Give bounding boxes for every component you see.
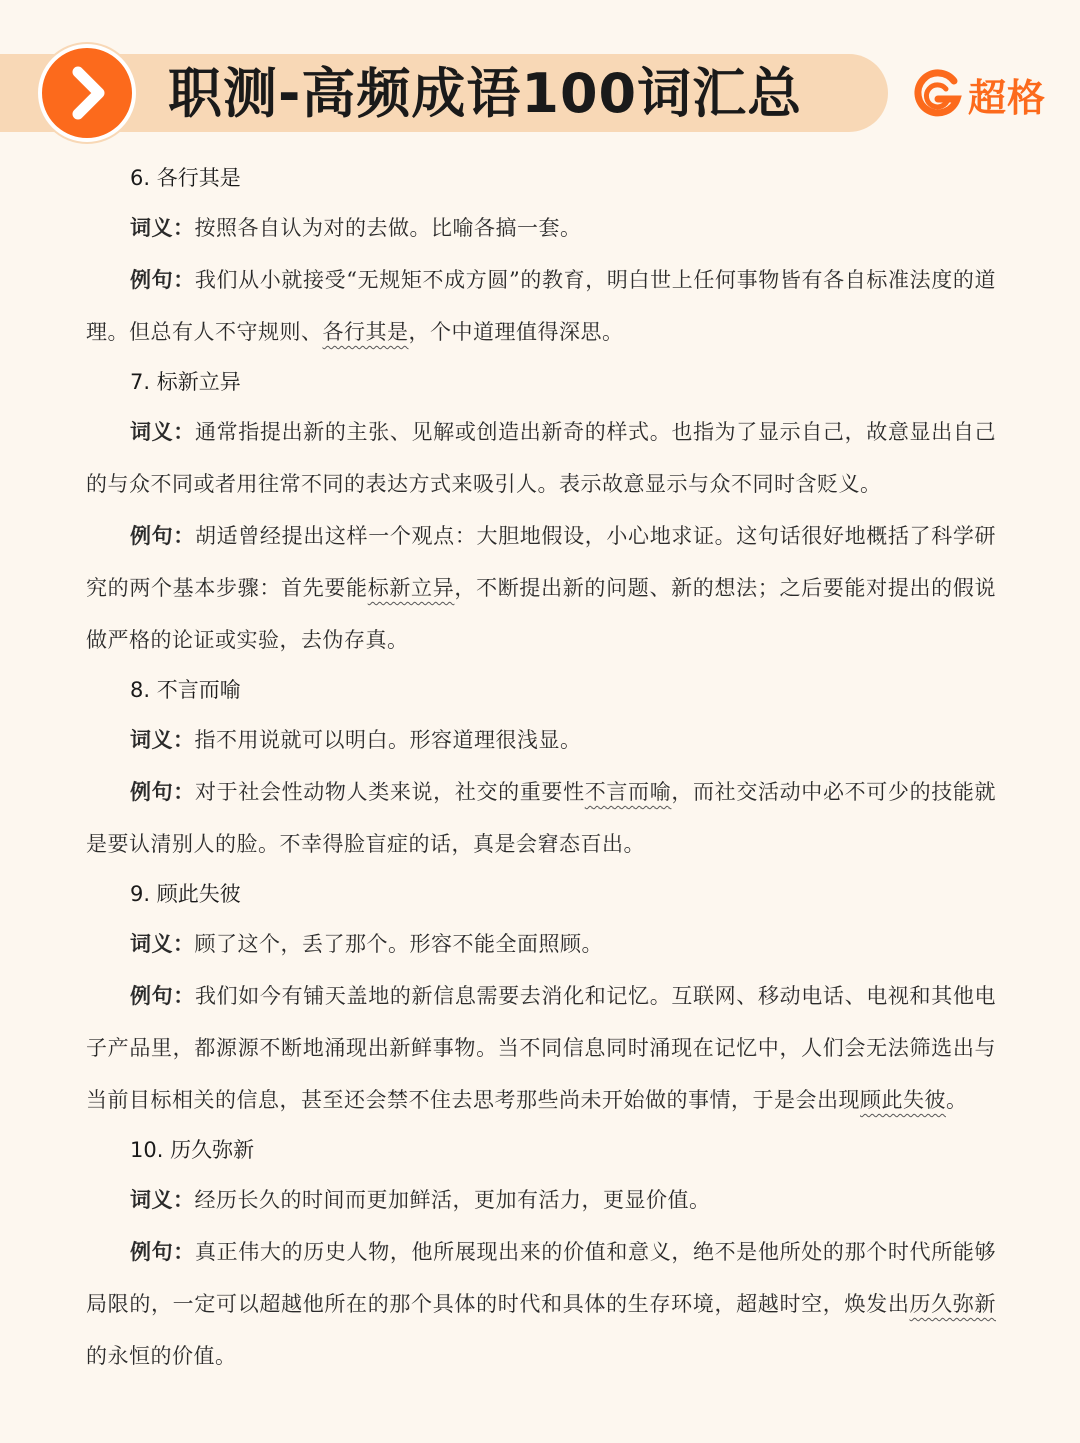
meaning-text: 指不用说就可以明白。形容道理很浅显。 bbox=[194, 728, 582, 752]
meaning-label: 词义： bbox=[130, 727, 195, 752]
entry-meaning bbox=[86, 918, 996, 970]
highlighted-idiom: 标新立异 bbox=[367, 576, 455, 600]
example-text: ，而社交活动中必不可少的技能就是要认清别人的脸。不幸得脸盲症的话，真是会窘态百出。 bbox=[86, 780, 997, 856]
chevron-right-icon bbox=[38, 44, 136, 142]
example-text: 对于社会性动物人类来说，社交的重要性 bbox=[194, 780, 585, 804]
highlighted-idiom: 不言而喻 bbox=[584, 780, 672, 804]
meaning-label: 词义： bbox=[130, 215, 195, 240]
entry-title: 6. 各行其是 bbox=[130, 166, 241, 190]
idiom-entry bbox=[86, 154, 996, 358]
entry-title: 8. 不言而喻 bbox=[130, 678, 241, 702]
meaning-text: 顾了这个，丢了那个。形容不能全面照顾。 bbox=[194, 932, 603, 956]
idiom-entry bbox=[86, 666, 996, 870]
meaning-text: 经历长久的时间而更加鲜活，更加有活力，更显价值。 bbox=[194, 1188, 711, 1212]
entry-meaning bbox=[86, 406, 996, 510]
example-label: 例句： bbox=[130, 779, 195, 804]
entry-title: 9. 顾此失彼 bbox=[130, 882, 241, 906]
idiom-entry bbox=[86, 358, 996, 666]
example-text: ，个中道理值得深思。 bbox=[408, 320, 624, 344]
entry-title: 10. 历久弥新 bbox=[130, 1138, 255, 1162]
example-text: 我们如今有铺天盖地的新信息需要去消化和记忆。互联网、移动电话、电视和其他电子产品里，都源源不断地涌现出新鲜事物。当不同信息同时涌现在记忆中，人们会无法筛选出与当前目标相关的信息，甚至还会禁不住去思考那些尚未开始做的事情，于是会出现 bbox=[86, 984, 997, 1112]
meaning-label: 词义： bbox=[130, 931, 195, 956]
page-title: 职测-高频成语100词汇总 bbox=[168, 62, 803, 125]
meaning-label: 词义： bbox=[130, 419, 195, 444]
example-text: 我们从小就接受“无规矩不成方圆”的教育，明白世上任何事物皆有各自标准法度的道理。但总有人不守规则、 bbox=[86, 268, 997, 344]
brand-name: 超格 bbox=[968, 75, 1047, 120]
example-text: 胡适曾经提出这样一个观点：大胆地假设，小心地求证。这句话很好地概括了科学研究的两个基本步骤：首先要能 bbox=[86, 524, 997, 600]
entry-example bbox=[86, 1226, 996, 1382]
highlighted-idiom: 各行其是 bbox=[322, 320, 409, 344]
entry-meaning bbox=[86, 714, 996, 766]
example-label: 例句： bbox=[130, 1239, 195, 1264]
brand-logo bbox=[910, 66, 1046, 122]
entry-example bbox=[86, 254, 996, 358]
entry-example bbox=[86, 970, 996, 1126]
idiom-entry bbox=[86, 870, 996, 1126]
example-label: 例句： bbox=[130, 523, 195, 548]
example-text: 的永恒的价值。 bbox=[86, 1344, 237, 1368]
idiom-entry bbox=[86, 1126, 996, 1382]
meaning-label: 词义： bbox=[130, 1187, 195, 1212]
highlighted-idiom: 顾此失彼 bbox=[860, 1088, 946, 1112]
example-text: 真正伟大的历史人物，他所展现出来的价值和意义，绝不是他所处的那个时代所能够局限的，一定可以超越他所在的那个具体的时代和具体的生存环境，超越时空，焕发出 bbox=[86, 1240, 997, 1316]
example-label: 例句： bbox=[130, 983, 195, 1008]
entry-example bbox=[86, 766, 996, 870]
entry-meaning bbox=[86, 1174, 996, 1226]
entry-meaning bbox=[86, 202, 996, 254]
meaning-text: 通常指提出新的主张、见解或创造出新奇的样式。也指为了显示自己，故意显出自己的与众不同或者用往常不同的表达方式来吸引人。表示故意显示与众不同时含贬义。 bbox=[86, 420, 997, 496]
brand-g-icon bbox=[910, 67, 964, 121]
example-label: 例句： bbox=[130, 267, 195, 292]
example-text: 。 bbox=[946, 1088, 968, 1112]
idiom-list bbox=[86, 154, 996, 1382]
example-text: ，不断提出新的问题、新的想法；之后要能对提出的假说做严格的论证或实验，去伪存真。 bbox=[86, 576, 997, 652]
highlighted-idiom: 历久弥新 bbox=[909, 1292, 996, 1316]
entry-example bbox=[86, 510, 996, 666]
meaning-text: 按照各自认为对的去做。比喻各搞一套。 bbox=[194, 216, 582, 240]
entry-title: 7. 标新立异 bbox=[130, 370, 241, 394]
